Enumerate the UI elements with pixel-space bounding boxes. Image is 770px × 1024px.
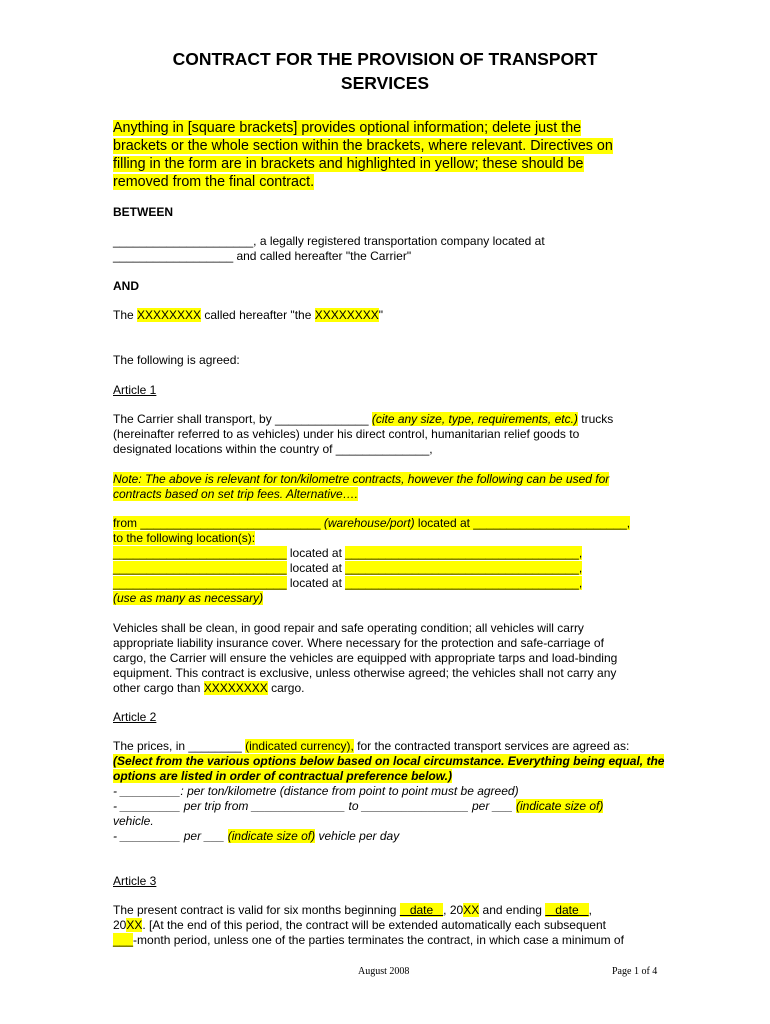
article-1-line-1: The Carrier shall transport, by ______________ (cite any size, type, requirements, etc.) trucks (113, 412, 614, 426)
article-1-heading: Article 1 (113, 383, 157, 397)
article-2-prices-line: The prices, in ________ (indicated currency), for the contracted transport services are agreed as: (113, 739, 630, 753)
select-options-line-1: (Select from the various options below based on local circumstance. Everything being equal, the (113, 754, 665, 768)
party1-line-1: _____________________, a legally registered transportation company located at (113, 234, 545, 248)
article-3-heading: Article 3 (113, 874, 157, 888)
article-1-line-2: (hereinafter referred to as vehicles) under his direct control, humanitarian relief goods to (113, 427, 580, 441)
intro-line-2: brackets or the whole section within the brackets, where relevant. Directives on (113, 138, 613, 154)
location-line-3: __________________________ located at ___________________________________, (113, 576, 583, 590)
party2-line: The XXXXXXXX called hereafter "the XXXXXXXX" (113, 308, 384, 322)
footer-page-number: Page 1 of 4 (612, 966, 658, 977)
select-options-line-2: options are listed in order of contractual preference below.) (113, 769, 452, 783)
note-line-1: Note: The above is relevant for ton/kilometre contracts, however the following can be used for (113, 472, 610, 486)
article-3-line-3: ___-month period, unless one of the parties terminates the contract, in which case a minimum of (113, 933, 624, 947)
between-heading: BETWEEN (113, 205, 173, 219)
note-line-2: contracts based on set trip fees. Alternative…. (113, 487, 359, 501)
vehicles-line-2: appropriate liability insurance cover. Where necessary for the protection and safe-carriage of (113, 636, 604, 650)
document-title-line-1: CONTRACT FOR THE PROVISION OF TRANSPORT (172, 49, 598, 69)
vehicles-line-4: equipment. This contract is exclusive, unless otherwise agreed; the vehicles shall not carry any (113, 666, 617, 680)
intro-line-1: Anything in [square brackets] provides optional information; delete just the (113, 120, 582, 136)
option-per-day: - _________ per ___ (indicate size of) vehicle per day (113, 829, 400, 843)
vehicles-line-1: Vehicles shall be clean, in good repair and safe operating condition; all vehicles will carry (113, 621, 584, 635)
option-ton-km: - _________: per ton/kilometre (distance from point to point must be agreed) (113, 784, 519, 798)
option-per-trip-vehicle: vehicle. (113, 814, 154, 828)
article-3-line-1: The present contract is valid for six months beginning date , 20XX and ending date , (113, 903, 592, 917)
footer-date: August 2008 (358, 966, 410, 977)
intro-line-3: filling in the form are in brackets and highlighted in yellow; these should be (113, 156, 584, 172)
agreed-line: The following is agreed: (113, 353, 240, 367)
to-locations-line: to the following location(s): (113, 531, 256, 545)
vehicles-line-3: cargo, the Carrier will ensure the vehicles are equipped with appropriate tarps and load-binding (113, 651, 618, 665)
vehicles-line-5: other cargo than XXXXXXXX cargo. (113, 681, 305, 695)
from-line: from ___________________________ (warehouse/port) located at _______________________, (113, 516, 631, 530)
location-line-1: __________________________ located at ___________________________________, (113, 546, 583, 560)
article-2-heading: Article 2 (113, 710, 157, 724)
and-heading: AND (113, 279, 139, 293)
intro-line-4: removed from the final contract. (113, 174, 315, 190)
use-as-many-line: (use as many as necessary) (113, 591, 264, 605)
party1-line-2: __________________ and called hereafter "the Carrier" (113, 249, 412, 263)
option-per-trip: - _________ per trip from ______________ to ________________ per ___ (indicate size of) (113, 799, 604, 813)
document-title-line-2: SERVICES (340, 73, 430, 93)
article-3-line-2: 20XX. [At the end of this period, the contract will be extended automatically each subsequent (113, 918, 606, 932)
article-1-line-3: designated locations within the country of ______________, (113, 442, 433, 456)
location-line-2: __________________________ located at ___________________________________, (113, 561, 583, 575)
